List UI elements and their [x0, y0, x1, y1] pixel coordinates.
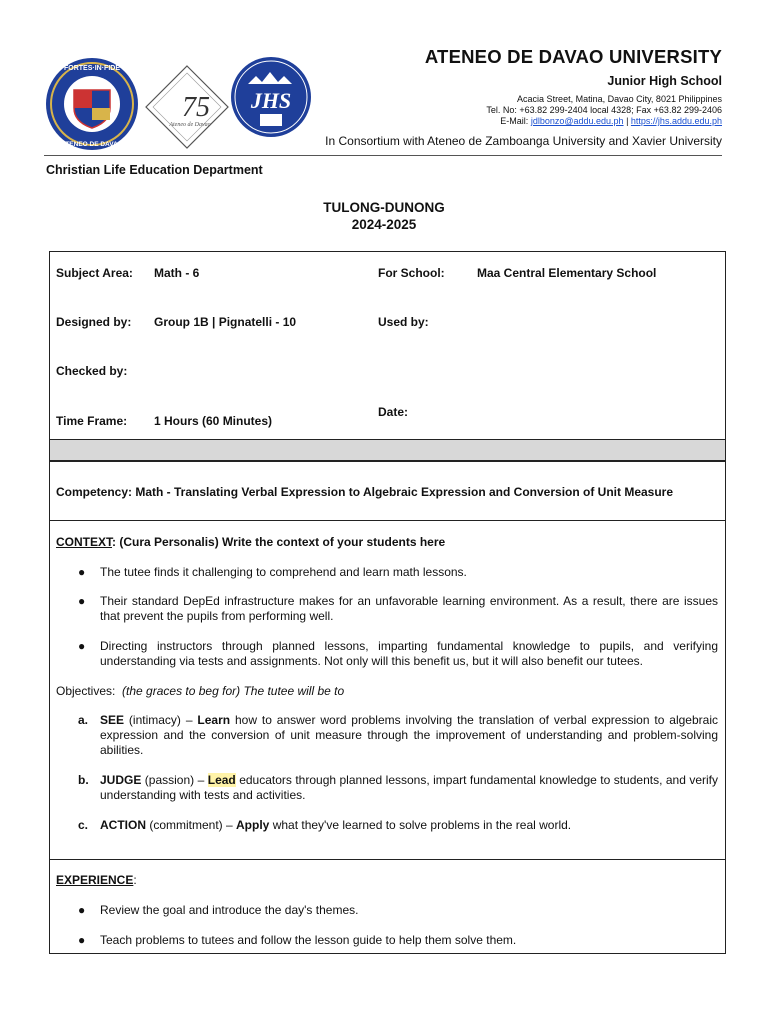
- school-name: Junior High School: [607, 74, 722, 88]
- context-bullet-text: Their standard DepEd infrastructure makes for an unfavorable learning environment. As a result, there are issues that prevent the pupils from performing well.: [100, 594, 718, 623]
- item-key: JUDGE: [100, 773, 142, 787]
- subject-label: Subject Area:: [56, 266, 133, 280]
- context-section: [49, 520, 726, 860]
- item-key: ACTION: [100, 818, 146, 832]
- svg-text:ATENEO DE DAVAO: ATENEO DE DAVAO: [61, 141, 123, 148]
- objective-item: [78, 818, 718, 833]
- context-bullet-text: Directing instructors through planned lessons, imparting fundamental knowledge to pupils, and verifying understanding via tests and assignments. Not only will this benefit us, but it will also benefit our tutees.: [100, 639, 718, 668]
- svg-text:75: 75: [182, 92, 210, 123]
- university-header: [425, 46, 722, 127]
- website-link[interactable]: https://jhs.addu.edu.ph: [630, 116, 722, 126]
- bullet-icon: ●: [78, 594, 86, 608]
- objectives-label: Objectives: [56, 684, 113, 698]
- svg-text:Ateneo de Davao: Ateneo de Davao: [169, 122, 211, 128]
- school-value: Maa Central Elementary School: [477, 266, 657, 280]
- item-letter: c.: [78, 818, 89, 832]
- experience-section: [49, 859, 726, 954]
- context-heading-rest: : (Cura Personalis) Write the context of your students here: [112, 535, 446, 549]
- experience-bullet: [78, 933, 718, 948]
- email-link[interactable]: jdlbonzo@addu.edu.ph: [530, 116, 624, 126]
- designed-label: Designed by:: [56, 315, 132, 329]
- time-label: Time Frame:: [56, 414, 128, 428]
- bullet-icon: ●: [78, 933, 86, 947]
- consortium-line: In Consortium with Ateneo de Zamboanga University and Xavier University: [325, 134, 722, 148]
- info-table: [49, 251, 726, 439]
- item-verb: Learn: [197, 713, 231, 727]
- item-verb: Lead: [207, 773, 236, 787]
- objective-item: [78, 773, 718, 803]
- context-heading: [56, 535, 445, 549]
- grey-separator-row: [49, 439, 726, 461]
- objectives-heading: Objectives: (the graces to beg for) The tutee will be to: [56, 684, 345, 698]
- context-bullet-text: The tutee finds it challenging to comprehend and learn math lessons.: [100, 565, 467, 579]
- experience-bullet-text: Review the goal and introduce the day's themes.: [100, 903, 359, 917]
- designed-value: Group 1B | Pignatelli - 10: [154, 315, 297, 329]
- item-paren: (commitment) –: [146, 818, 237, 832]
- context-bullet: [78, 639, 718, 669]
- item-letter: b.: [78, 773, 89, 787]
- svg-text:JHS: JHS: [250, 88, 292, 113]
- item-rest: how to answer word problems involving the translation of verbal expression to algebraic expression and the conversion of unit measure through the improvement of understanding and problem-solving abilities.: [100, 713, 718, 757]
- objectives-rest: (the graces to beg for) The tutee will be to: [122, 684, 345, 698]
- item-key: SEE: [100, 713, 125, 727]
- competency-text: Competency: Math - Translating Verbal Expression to Algebraic Expression and Conversion of Unit Measure: [56, 485, 674, 499]
- context-bullet: [78, 594, 718, 624]
- item-rest: what they've learned to solve problems in the real world.: [269, 818, 572, 832]
- header-divider: [44, 155, 722, 156]
- time-value: 1 Hours (60 Minutes): [154, 414, 273, 428]
- checked-label: Checked by:: [56, 364, 128, 378]
- department-name: Christian Life Education Department: [46, 163, 263, 177]
- experience-heading: EXPERIENCE:: [56, 873, 137, 887]
- date-label: Date:: [378, 405, 409, 419]
- objective-item: [78, 713, 718, 758]
- context-heading-label: CONTEXT: [56, 535, 113, 549]
- bullet-icon: ●: [78, 565, 86, 579]
- address: Acacia Street, Matina, Davao City, 8021 Philippines: [517, 94, 722, 104]
- bullet-icon: ●: [78, 903, 86, 917]
- ateneo-seal-logo: [44, 56, 140, 152]
- bullet-icon: ●: [78, 639, 86, 653]
- university-name: ATENEO DE DAVAO UNIVERSITY: [424, 46, 722, 67]
- logo-group: [44, 56, 314, 152]
- item-paren: (intimacy) –: [124, 713, 198, 727]
- contact-line: [425, 116, 722, 127]
- competency-row: [49, 461, 726, 521]
- 75th-anniversary-logo: [144, 64, 230, 150]
- experience-bullet: [78, 903, 718, 918]
- item-verb: Apply: [236, 818, 270, 832]
- school-label: For School:: [378, 266, 445, 280]
- document-title: [0, 199, 768, 233]
- telephone: Tel. No: +63.82 299-2404 local 4328; Fax +63.82 299-2406: [486, 105, 722, 115]
- svg-text:FORTES·IN·FIDE: FORTES·IN·FIDE: [64, 65, 120, 72]
- experience-bullet-text: Teach problems to tutees and follow the lesson guide to help them solve them.: [100, 933, 517, 947]
- experience-heading-label: EXPERIENCE: [56, 873, 134, 887]
- item-rest: educators through planned lessons, impart fundamental knowledge to students, and verify understanding with tests and activities.: [100, 773, 718, 802]
- context-bullet: [78, 565, 718, 580]
- subject-value: Math - 6: [154, 266, 200, 280]
- title-line-1: TULONG-DUNONG: [323, 200, 445, 215]
- separator: |: [626, 116, 629, 126]
- item-letter: a.: [78, 713, 89, 727]
- item-paren: (passion) –: [141, 773, 208, 787]
- email-label: E-Mail:: [500, 116, 529, 126]
- title-line-2: 2024-2025: [351, 217, 417, 232]
- jhs-logo: [230, 56, 312, 138]
- used-label: Used by:: [378, 315, 429, 329]
